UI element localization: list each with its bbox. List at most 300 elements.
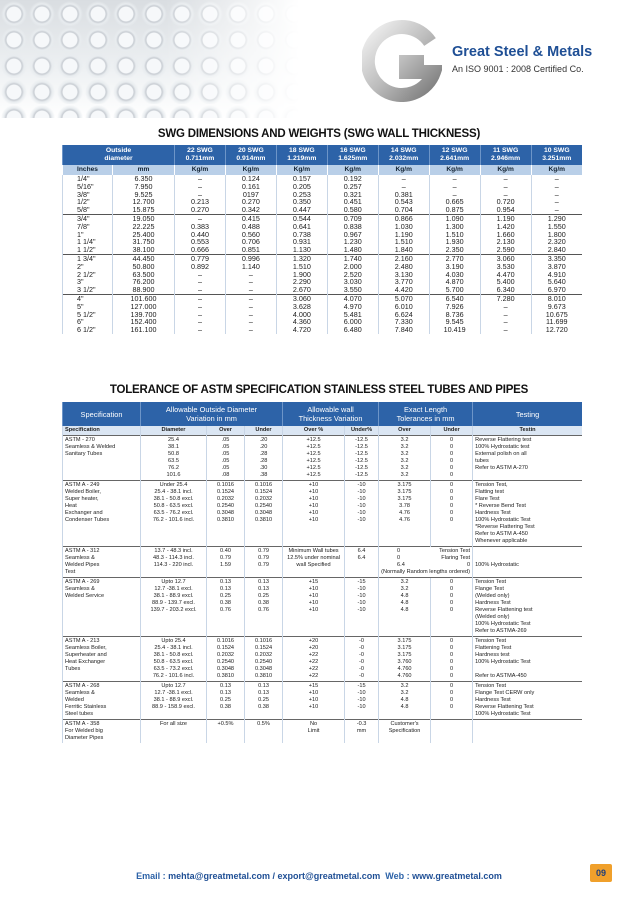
tol-od-over-line: 0.3048 — [216, 666, 235, 672]
tol-od-under-line: 0.3048 — [254, 666, 273, 672]
tol-od-over-line: .08 — [221, 472, 230, 478]
swg-weight: 0.553 — [175, 238, 226, 246]
swg-row — [63, 294, 583, 302]
swg-weight: 0.838 — [327, 223, 378, 231]
tol-wall-over-line: +12.5 — [306, 444, 321, 450]
tol-length-under — [431, 637, 473, 682]
swg-size-inch: 1" — [63, 231, 113, 239]
tol-diameter — [141, 720, 207, 744]
tol-length-under-line: 0 — [449, 517, 454, 523]
tol-wall-over-line: +10 — [308, 496, 319, 502]
tol-diameter — [141, 578, 207, 637]
swg-weight: – — [225, 294, 276, 302]
tol-od-over-line: 0.2540 — [216, 659, 235, 665]
tol-wall-under-line: -10 — [357, 482, 366, 488]
tol-wall-over-line: +12.5 — [306, 437, 321, 443]
tol-diameter-line: 38.1 - 50.8 excl. — [153, 496, 194, 502]
tol-wall-under — [345, 578, 379, 637]
swg-weight: 3.060 — [276, 294, 327, 302]
tol-spec — [63, 436, 141, 481]
swg-row — [63, 246, 583, 254]
tol-od-under-line: 0.79 — [258, 562, 269, 568]
web-link[interactable]: www.greatmetal.com — [412, 871, 502, 881]
tol-testing-line: Flange Test CERW only — [475, 690, 535, 696]
tolerance-table-title: TOLERANCE OF ASTM SPECIFICATION STAINLESS STEEL TUBES AND PIPES — [109, 384, 529, 396]
tol-head-od: Allowable Outside Diameter Variation in mm — [141, 402, 283, 426]
tol-testing-line: Reverse Flattening test — [475, 607, 533, 613]
unit-cell: Kg/m — [429, 165, 480, 175]
swg-weight: 2.290 — [276, 278, 327, 286]
tol-subheader-cell: Under — [431, 426, 473, 436]
swg-weight: 0.738 — [276, 231, 327, 239]
swg-weight: 4.910 — [531, 271, 582, 279]
swg-row — [63, 214, 583, 222]
tol-spec-line: Seamless Boiler, — [65, 645, 107, 651]
tol-diameter-line: 13.7 - 48.3 incl. — [154, 548, 193, 554]
swg-weight: – — [175, 191, 226, 199]
tol-testing-line: 100% Hydrostatic Test — [475, 659, 531, 665]
tol-testing-line: *Reverse Flattering Test — [475, 524, 535, 530]
swg-weight: 0.544 — [276, 214, 327, 222]
swg-row — [63, 238, 583, 246]
swg-weight: 8.010 — [531, 294, 582, 302]
swg-weight: 6.540 — [429, 294, 480, 302]
tol-length-line — [381, 555, 470, 562]
tol-od-over-line: .05 — [221, 451, 230, 457]
swg-weight: 1.740 — [327, 254, 378, 262]
swg-size-inch: 1/4" — [63, 175, 113, 183]
tol-length-over-line: 3.175 — [397, 645, 412, 651]
tol-wall-over-line: +15 — [308, 579, 319, 585]
swg-od-mm: 19.050 — [113, 214, 175, 222]
tol-length-over-line: 3.78 — [399, 503, 410, 509]
tol-wall-under-line: 6.4 — [357, 548, 366, 554]
tol-od-over-line: 0.38 — [220, 600, 231, 606]
tol-testing-line: Tension Test, — [475, 482, 508, 488]
tol-wall-under — [345, 547, 379, 578]
tol-spec-line: Welded — [65, 697, 84, 703]
swg-weight: 3.030 — [327, 278, 378, 286]
tol-testing-line — [475, 548, 580, 555]
tol-testing-line: Refer to ASTM A-450 — [475, 531, 528, 537]
swg-weight: 5.700 — [429, 286, 480, 294]
tol-length-over-line: 4.760 — [397, 666, 412, 672]
tol-od-over-line: +0.5% — [217, 721, 234, 727]
tol-length-under-line: 0 — [449, 600, 454, 606]
tol-od-under — [245, 637, 283, 682]
tol-diameter-line: 76.2 — [168, 465, 179, 471]
tol-od-over — [207, 720, 245, 744]
tol-length-over-line: 4.8 — [400, 704, 409, 710]
tol-wall-under-line: mm — [356, 728, 367, 734]
tol-testing-line: tubes — [475, 458, 489, 464]
swg-weight: 7.330 — [378, 318, 429, 326]
tol-length-under-line: 0 — [449, 586, 454, 592]
tol-wall-over-line: Limit — [307, 728, 320, 734]
tol-length-note: (Normally Random lengths ordered) — [381, 569, 471, 575]
tol-testing-line: 100% Hydrostatic — [475, 562, 519, 568]
tol-length-under — [431, 720, 473, 744]
swg-size-inch: 5 1/2" — [63, 311, 113, 319]
brand-name: Great Steel & Metals — [452, 44, 593, 60]
swg-weight: 2.160 — [378, 254, 429, 262]
swg-weight: 0.447 — [276, 206, 327, 214]
tol-spec — [63, 682, 141, 720]
swg-weight: 2.840 — [531, 246, 582, 254]
tol-wall-over-line: +15 — [308, 683, 319, 689]
tol-od-over-line: 0.38 — [220, 704, 231, 710]
swg-size-inch: 3/4" — [63, 214, 113, 222]
swg-weight: – — [175, 326, 226, 334]
tol-diameter-line: 63.5 — [168, 458, 179, 464]
tol-wall-over-line: +22 — [308, 673, 319, 679]
unit-cell: Kg/m — [327, 165, 378, 175]
tol-diameter-line: 25.4 — [168, 437, 179, 443]
tol-length-over: 0 — [397, 555, 401, 561]
tol-od-under-line: 0.13 — [258, 683, 269, 689]
swg-weight: 0.666 — [175, 246, 226, 254]
tol-length-over-line: 4.76 — [399, 510, 410, 516]
swg-weight: 1.510 — [378, 238, 429, 246]
tol-spec-line: Super heater, — [65, 496, 99, 502]
tol-length-over-line: 3.175 — [397, 638, 412, 644]
tol-testing-line: 100% Hydrostatic Test — [475, 711, 531, 717]
tol-diameter — [141, 481, 207, 547]
swg-weight: 0.451 — [327, 198, 378, 206]
tol-testing-line: Refer to ASTMA-269 — [475, 628, 527, 634]
swg-weight: 0.321 — [327, 191, 378, 199]
tol-wall-over-line: No — [309, 721, 318, 727]
tol-od-under-line: 0.2032 — [254, 496, 273, 502]
swg-weight: – — [480, 175, 531, 183]
tol-spec-line: Seamless & — [65, 690, 95, 696]
tol-length-under-line: 0 — [449, 690, 454, 696]
swg-weight: 0.560 — [225, 231, 276, 239]
tol-spec-group — [63, 547, 583, 578]
tol-od-over-line: 0.25 — [220, 593, 231, 599]
tol-wall-over-line: +10 — [308, 600, 319, 606]
tol-subheader-cell: Diameter — [141, 426, 207, 436]
tol-wall-under-line: -12.5 — [355, 472, 368, 478]
swg-size-inch: 7/8" — [63, 223, 113, 231]
swg-weight: 9.545 — [429, 318, 480, 326]
tol-wall-under-line: -12.5 — [355, 465, 368, 471]
tol-length-line — [381, 562, 470, 569]
swg-weight: – — [225, 286, 276, 294]
tol-spec-line: ASTM A - 358 — [65, 721, 100, 727]
tol-diameter — [141, 637, 207, 682]
swg-row — [63, 311, 583, 319]
tol-wall-over-line: +10 — [308, 607, 319, 613]
web-label: Web : — [385, 871, 410, 881]
swg-weight: – — [175, 175, 226, 183]
swg-weight: – — [175, 311, 226, 319]
tol-wall-over — [283, 436, 345, 481]
swg-weight: – — [175, 271, 226, 279]
tol-wall-under-line: -10 — [357, 593, 366, 599]
tol-spec-group — [63, 720, 583, 744]
swg-weight: 2.520 — [327, 271, 378, 279]
swg-weight: 0.350 — [276, 198, 327, 206]
swg-weight: 1.130 — [276, 246, 327, 254]
tol-spec-line: ASTM A - 268 — [65, 683, 100, 689]
tol-subheader-cell: Over — [207, 426, 245, 436]
swg-od-mm: 15.875 — [113, 206, 175, 214]
tol-subheader-cell: Under — [245, 426, 283, 436]
swg-od-mm: 9.525 — [113, 191, 175, 199]
swg-weight: 1.290 — [531, 214, 582, 222]
tol-head-spec: Specification — [63, 402, 141, 426]
tol-wall-under-line: -10 — [357, 697, 366, 703]
iso-certification: An ISO 9001 : 2008 Certified Co. — [452, 64, 584, 74]
swg-size-inch: 1/2" — [63, 198, 113, 206]
tol-od-under-line: 0.1524 — [254, 489, 273, 495]
swg-weight: 11.699 — [531, 318, 582, 326]
swg-weight: 0.996 — [225, 254, 276, 262]
tol-length-over-line: 4.8 — [400, 600, 409, 606]
tol-wall-over-line: +10 — [308, 503, 319, 509]
tol-od-over-line: 0.1524 — [216, 489, 235, 495]
swg-row — [63, 223, 583, 231]
swg-weight: 1.930 — [429, 238, 480, 246]
tol-length-under-line: 0 — [449, 697, 454, 703]
tol-od-under-line: 0.38 — [258, 704, 269, 710]
swg-size-inch: 2" — [63, 263, 113, 271]
swg-weight: 3.130 — [378, 271, 429, 279]
swg-weight: 2.350 — [429, 246, 480, 254]
tol-diameter-line: 38.1 - 88.9 excl. — [153, 593, 194, 599]
tol-wall-under-line: -12.5 — [355, 437, 368, 443]
swg-weight: 4.970 — [327, 303, 378, 311]
tol-od-over-line: 0.13 — [220, 579, 231, 585]
unit-cell: Kg/m — [276, 165, 327, 175]
tol-od-under-line: 0.5% — [257, 721, 270, 727]
tol-wall-over-line: +10 — [308, 593, 319, 599]
tol-length-under — [431, 481, 473, 547]
tol-length-over: 6.4 — [397, 562, 405, 568]
tol-diameter-line: 48.3 - 114.3 incl. — [153, 555, 194, 561]
tol-od-under-line: .30 — [259, 465, 268, 471]
tol-spec-line: Welded Service — [65, 593, 105, 599]
tol-testing-line: 100% Hydrostatic Test — [475, 517, 531, 523]
swg-weight: – — [480, 303, 531, 311]
tol-testing-line: External polish on all — [475, 451, 527, 457]
tol-length-under — [431, 682, 473, 720]
swg-weight: 3.190 — [429, 263, 480, 271]
tol-length-under-line: 0 — [449, 652, 454, 658]
swg-weight: 0.342 — [225, 206, 276, 214]
tol-od-under-line: 0.25 — [258, 697, 269, 703]
tol-od-under-line: 0.1016 — [254, 482, 273, 488]
swg-size-inch: 2 1/2" — [63, 271, 113, 279]
tol-diameter-line: 63.5 - 73.2 excl. — [153, 666, 194, 672]
tol-od-over-line: 0.25 — [220, 697, 231, 703]
tol-testing-line: Flatting test — [475, 489, 504, 495]
swg-weight: 4.470 — [480, 271, 531, 279]
tol-diameter-line: Upto 12.7 — [161, 579, 186, 585]
tol-od-over-line: .05 — [221, 465, 230, 471]
swg-size-inch: 4" — [63, 294, 113, 302]
swg-row — [63, 263, 583, 271]
swg-weight: 4.070 — [327, 294, 378, 302]
swg-od-mm: 6.350 — [113, 175, 175, 183]
tol-length-over — [379, 481, 431, 547]
tol-length-line — [381, 548, 470, 555]
swg-weight: – — [531, 206, 582, 214]
swg-table — [62, 145, 582, 334]
tol-spec-line: ASTM A - 312 — [65, 548, 100, 554]
tol-spec-line: Seamless & — [65, 555, 95, 561]
tol-length-under-line — [433, 721, 470, 728]
tol-spec — [63, 547, 141, 578]
tol-wall-over-line: +20 — [308, 638, 319, 644]
tol-wall-under-line: -10 — [357, 586, 366, 592]
tol-wall-over-line: +10 — [308, 704, 319, 710]
swg-weight: 4.030 — [429, 271, 480, 279]
tol-diameter-line: 38.1 - 88.9 excl. — [153, 697, 194, 703]
swg-weight: 0.488 — [225, 223, 276, 231]
swg-weight: – — [175, 278, 226, 286]
tol-diameter-line: 50.8 - 63.5 excl. — [153, 659, 194, 665]
tol-length-over — [379, 637, 431, 682]
swg-weight: – — [175, 183, 226, 191]
tol-head-length: Exact Length Tolerances in mm — [379, 402, 473, 426]
tol-od-under — [245, 481, 283, 547]
swg-weight: 2.130 — [480, 238, 531, 246]
tol-testing-line: (Welded only) — [475, 593, 510, 599]
tol-wall-under-line: -10 — [357, 600, 366, 606]
swg-weight: – — [531, 198, 582, 206]
tol-diameter-line: 114.3 - 220 incl. — [153, 562, 194, 568]
swg-weight: – — [531, 183, 582, 191]
tol-wall-over — [283, 578, 345, 637]
tol-length-under-line: 0 — [449, 465, 454, 471]
tol-length-under-line: 0 — [449, 458, 454, 464]
swg-weight: 0.851 — [225, 246, 276, 254]
tol-wall-under — [345, 682, 379, 720]
tol-diameter-line: 25.4 - 38.1 incl. — [154, 489, 193, 495]
tol-length-under-line: 0 — [449, 579, 454, 585]
swg-weight: 1.480 — [327, 246, 378, 254]
tol-length-under-line: 0 — [449, 503, 454, 509]
tol-od-under-line: 0.2032 — [254, 652, 273, 658]
swg-weight: – — [531, 175, 582, 183]
email-link[interactable]: mehta@greatmetal.com / export@greatmetal.com — [168, 871, 381, 881]
tol-diameter-line: 76.2 - 101.6 incl. — [152, 673, 195, 679]
swg-row — [63, 191, 583, 199]
tol-length-over-line: 4.760 — [397, 673, 412, 679]
tol-od-under-line: 0.79 — [258, 548, 269, 554]
swg-weight: 1.190 — [480, 214, 531, 222]
tol-spec-line: ASTM A - 213 — [65, 638, 100, 644]
swg-head-gauge: 11 SWG 2.946mm — [480, 145, 531, 165]
tol-od-over-line: 0.79 — [220, 555, 231, 561]
swg-weight: 0.967 — [327, 231, 378, 239]
tol-testing-line: Flare Test — [475, 496, 500, 502]
tol-wall-under-line: -10 — [357, 510, 366, 516]
tol-od-under-line: 0.79 — [258, 555, 269, 561]
swg-size-inch: 6 1/2" — [63, 326, 113, 334]
tol-spec-group — [63, 682, 583, 720]
tol-od-over — [207, 578, 245, 637]
tol-length-over — [379, 436, 431, 481]
tol-wall-under — [345, 720, 379, 744]
tol-testing-line: (Welded only) — [475, 614, 510, 620]
swg-weight: – — [225, 271, 276, 279]
swg-weight: 0.875 — [429, 206, 480, 214]
swg-weight: 0.709 — [327, 214, 378, 222]
swg-weight: 3.770 — [378, 278, 429, 286]
tol-diameter — [141, 547, 207, 578]
swg-weight: 4.720 — [276, 326, 327, 334]
tol-spec-line: Diameter Pipes — [65, 735, 104, 741]
swg-weight: 6.970 — [531, 286, 582, 294]
tol-od-under-line: 0.38 — [258, 600, 269, 606]
tol-length-over-line: 3.2 — [400, 465, 409, 471]
swg-weight: 1.190 — [378, 231, 429, 239]
tol-od-over-line: 0.2540 — [216, 503, 235, 509]
tol-od-under-line: 0.1524 — [254, 645, 273, 651]
tol-testing-line: Flange Test — [475, 586, 504, 592]
swg-row — [63, 271, 583, 279]
swg-weight: 0.257 — [327, 183, 378, 191]
tol-testing-line: Refer to ASTM A-270 — [475, 465, 528, 471]
tol-subheader-cell: Over — [379, 426, 431, 436]
swg-weight: 5.481 — [327, 311, 378, 319]
tol-testing — [473, 436, 582, 481]
tol-length-over — [379, 720, 431, 744]
tol-wall-over-line: +10 — [308, 489, 319, 495]
tol-wall-over-line: +22 — [308, 659, 319, 665]
swg-weight: – — [175, 214, 226, 222]
tol-testing-line — [475, 555, 580, 562]
swg-size-inch: 3/8" — [63, 191, 113, 199]
tol-length-over-line: 3.175 — [397, 496, 412, 502]
tol-wall-under-line: -10 — [357, 517, 366, 523]
swg-weight: 3.530 — [480, 263, 531, 271]
tol-spec-group — [63, 578, 583, 637]
swg-od-mm: 161.100 — [113, 326, 175, 334]
swg-row — [63, 278, 583, 286]
tol-spec-group — [63, 637, 583, 682]
tol-length-under-line: 0 — [449, 489, 454, 495]
tol-wall-over-line: +22 — [308, 666, 319, 672]
swg-weight: 0.383 — [175, 223, 226, 231]
tol-diameter-line: 139.7 - 203.2 excl. — [150, 607, 197, 613]
swg-weight: – — [429, 183, 480, 191]
tol-od-over — [207, 637, 245, 682]
tol-diameter-line: 50.8 - 63.5 excl. — [153, 503, 194, 509]
tol-testing-line — [475, 721, 580, 728]
tol-diameter-line: 25.4 - 38.1 incl. — [154, 645, 193, 651]
tol-wall-over — [283, 682, 345, 720]
tol-length-over-line: Customer's — [390, 721, 419, 727]
tol-testing-line: 100% Hydrostatic test — [475, 444, 530, 450]
swg-weight: 0.205 — [276, 183, 327, 191]
swg-weight: 4.360 — [276, 318, 327, 326]
tol-subheader-cell: Testin — [473, 426, 582, 436]
tol-spec-line: Tubes — [65, 666, 81, 672]
tol-length-over-line: 3.175 — [397, 482, 412, 488]
tol-testing-line: 100% Hydrostatic Test — [475, 621, 531, 627]
swg-weight: 0.866 — [378, 214, 429, 222]
tol-wall-under-line: -0 — [359, 666, 365, 672]
swg-head-gauge: 16 SWG 1.625mm — [327, 145, 378, 165]
tol-length-over: 0 — [397, 548, 401, 554]
tol-diameter-line: 63.5 - 76.2 excl. — [153, 510, 194, 516]
swg-weight: – — [531, 191, 582, 199]
unit-cell: Kg/m — [175, 165, 226, 175]
